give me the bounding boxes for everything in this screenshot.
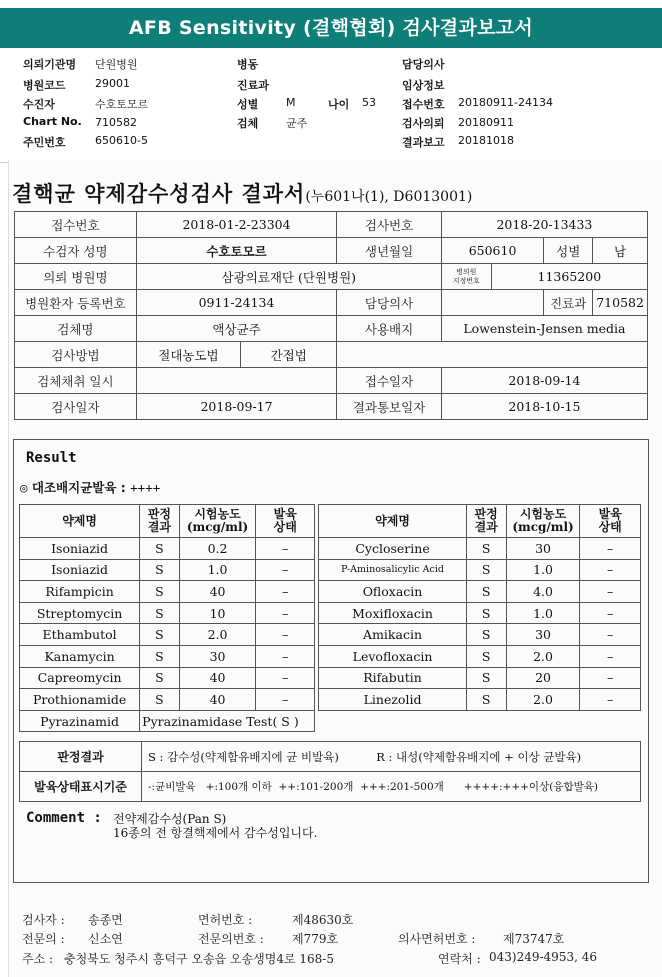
col-drug: 약제명 xyxy=(319,505,466,538)
left-drug: Ethambutol xyxy=(20,624,140,646)
result-heading: Result xyxy=(26,450,77,466)
pza-drug: Pyrazinamid xyxy=(20,710,140,732)
info-label: 검사번호 xyxy=(337,212,442,238)
drug-result-body xyxy=(20,538,641,732)
right-result: S xyxy=(466,602,506,624)
header-line: 상태 xyxy=(273,520,297,534)
left-conc: 30 xyxy=(179,645,256,667)
control-value: ++++ xyxy=(130,480,161,495)
right-conc: 2.0 xyxy=(506,689,580,711)
report-title-banner: AFB Sensitivity (결핵협회) 검사결과보고서 xyxy=(0,8,662,48)
left-drug: Prothionamide xyxy=(20,689,140,711)
right-growth: – xyxy=(580,602,641,624)
info-label: 결과통보일자 xyxy=(337,394,442,420)
left-drug: Rifampicin xyxy=(20,581,140,603)
bullseye-icon: ◎ xyxy=(20,480,28,495)
table-row xyxy=(20,689,641,711)
hosp-code-label-2: 지정번호 xyxy=(452,276,480,285)
footer-label: 전문의 : xyxy=(22,932,65,946)
pyrazinamide-row xyxy=(20,710,641,732)
right-conc: 30 xyxy=(506,624,580,646)
right-result: S xyxy=(466,645,506,667)
right-growth: – xyxy=(580,559,641,581)
right-drug: Rifabutin xyxy=(319,667,466,689)
doctor xyxy=(441,290,543,316)
test-date: 2018-09-17 xyxy=(136,394,337,420)
info-label: 생년월일 xyxy=(337,238,442,264)
right-conc: 2.0 xyxy=(506,645,580,667)
comment-label: Comment : xyxy=(26,810,102,826)
field-value: 20180911 xyxy=(458,116,514,129)
doc-title xyxy=(12,178,472,208)
footer-label: 검사자 : xyxy=(22,913,65,927)
field-label: 의뢰기관명 xyxy=(23,58,77,71)
receipt-date: 2018-09-14 xyxy=(441,368,647,394)
method-1: 절대농도법 xyxy=(136,342,240,368)
field-label: 성별 xyxy=(237,98,259,111)
legend-growth: -:균비발육 +:100개 이하 ++:101-200개 +++:201-500개 ++++:+++이상(융합발육) xyxy=(142,772,641,802)
info-label: 검체명 xyxy=(15,316,137,342)
header-line: 결과 xyxy=(147,520,171,534)
col-judge xyxy=(466,505,506,538)
left-conc: 0.2 xyxy=(179,538,256,560)
header-line: 발육 xyxy=(598,507,622,521)
info-label: 의뢰 병원명 xyxy=(15,264,137,290)
field-label: 검사의뢰 xyxy=(402,117,445,130)
header-line: 시험농도 xyxy=(519,507,567,521)
field-value: 20180911-24134 xyxy=(458,96,553,109)
right-result: S xyxy=(466,667,506,689)
field-value: 수호토모르 xyxy=(95,98,149,111)
right-result: S xyxy=(466,581,506,603)
footer-label: 의사면허번호 : xyxy=(398,932,476,946)
info-label: 접수번호 xyxy=(15,212,137,238)
header-line: (mcg/ml) xyxy=(186,520,249,534)
left-conc: 2.0 xyxy=(179,624,256,646)
left-result: S xyxy=(140,667,179,689)
report-header xyxy=(0,52,662,156)
table-row xyxy=(20,645,641,667)
footer-label: 주소 : xyxy=(22,952,54,966)
legend-r: R : 내성(약제함유배지에 + 이상 균발육) xyxy=(376,749,582,764)
left-result: S xyxy=(140,624,179,646)
right-drug: Levofloxacin xyxy=(319,645,466,667)
left-growth: – xyxy=(256,689,315,711)
right-result: S xyxy=(466,624,506,646)
doctor-license: 제73747호 xyxy=(503,932,565,946)
field-label: 임상정보 xyxy=(402,79,445,92)
hosp-code-label-1: 병의원 xyxy=(456,267,477,276)
field-label: 진료과 xyxy=(237,79,269,92)
field-value: 29001 xyxy=(95,77,130,90)
table-row xyxy=(20,624,641,646)
left-drug: Capreomycin xyxy=(20,667,140,689)
right-growth: – xyxy=(580,667,641,689)
info-label xyxy=(441,264,491,290)
col-drug: 약제명 xyxy=(20,505,140,538)
right-growth: – xyxy=(580,581,641,603)
table-row xyxy=(20,538,641,560)
comment-line: 전약제감수성(Pan S) xyxy=(113,812,227,826)
right-result: S xyxy=(466,559,506,581)
left-growth: – xyxy=(256,624,315,646)
left-result: S xyxy=(140,538,179,560)
field-label: 수진자 xyxy=(23,98,55,111)
right-result: S xyxy=(466,538,506,560)
control-label: 대조배지균발육 : xyxy=(31,480,126,495)
header-line: 결과 xyxy=(474,520,498,534)
right-growth: – xyxy=(580,645,641,667)
patient-name: 수호토모르 xyxy=(136,238,337,264)
specialist-name: 신소연 xyxy=(88,932,123,946)
col-conc xyxy=(506,505,580,538)
tester-license: 제48630호 xyxy=(292,913,354,927)
right-result: S xyxy=(466,689,506,711)
left-conc: 10 xyxy=(179,602,256,624)
right-growth: – xyxy=(580,624,641,646)
table-header-row xyxy=(20,505,641,538)
hospital-code: 11365200 xyxy=(491,264,647,290)
info-label: 사용배지 xyxy=(337,316,442,342)
left-result: S xyxy=(140,602,179,624)
method-2: 간접법 xyxy=(241,342,337,368)
drug-result-table xyxy=(19,504,641,732)
dob: 650610 xyxy=(441,238,543,264)
left-drug: Kanamycin xyxy=(20,645,140,667)
field-value: 710582 xyxy=(95,116,137,129)
header-line: 판정 xyxy=(474,507,498,521)
info-label: 병원환자 등록번호 xyxy=(15,290,137,316)
header-line: (mcg/ml) xyxy=(512,520,574,534)
registration-no: 0911-24134 xyxy=(136,290,337,316)
legend-judge xyxy=(142,742,641,772)
col-conc xyxy=(179,505,256,538)
left-growth: – xyxy=(256,581,315,603)
left-growth: – xyxy=(256,602,315,624)
info-label: 접수일자 xyxy=(337,368,442,394)
table-row xyxy=(20,581,641,603)
field-value: 단원병원 xyxy=(95,58,138,71)
receipt-no: 2018-01-2-23304 xyxy=(136,212,337,238)
collect-date xyxy=(136,368,337,394)
patient-info-table xyxy=(14,211,648,420)
doc-title-text: 결핵균 약제감수성검사 결과서 xyxy=(12,181,306,206)
footer-label: 전문의번호 : xyxy=(198,932,264,946)
right-conc: 30 xyxy=(506,538,580,560)
right-drug: Moxifloxacin xyxy=(319,602,466,624)
right-conc: 1.0 xyxy=(506,559,580,581)
left-drug: Isoniazid xyxy=(20,559,140,581)
field-value: M xyxy=(286,96,296,109)
field-label: 병동 xyxy=(237,58,259,71)
contact: 043)249-4953, 46 xyxy=(489,950,597,964)
right-conc: 4.0 xyxy=(506,581,580,603)
left-conc: 40 xyxy=(179,689,256,711)
department: 710582 xyxy=(593,290,648,316)
info-label: 진료과 xyxy=(544,290,593,316)
right-drug: Linezolid xyxy=(319,689,466,711)
left-result: S xyxy=(140,581,179,603)
col-judge xyxy=(140,505,179,538)
header-line: 상태 xyxy=(598,520,622,534)
right-drug: Ofloxacin xyxy=(319,581,466,603)
right-growth: – xyxy=(580,689,641,711)
info-label: 검사방법 xyxy=(15,342,137,368)
col-growth xyxy=(256,505,315,538)
table-row xyxy=(20,667,641,689)
table-row xyxy=(20,602,641,624)
left-drug: Isoniazid xyxy=(20,538,140,560)
table-row xyxy=(20,559,641,581)
legend-s: S : 감수성(약제함유배지에 균 비발육) xyxy=(148,749,339,764)
empty-cell xyxy=(337,342,648,368)
control-growth xyxy=(20,478,160,496)
field-value: 650610-5 xyxy=(95,134,148,147)
field-value: 53 xyxy=(362,96,376,109)
right-conc: 20 xyxy=(506,667,580,689)
header-line: 시험농도 xyxy=(194,507,241,521)
info-label: 검사일자 xyxy=(15,394,137,420)
right-drug: P-Aminosalicylic Acid xyxy=(319,559,466,581)
info-label: 수검자 성명 xyxy=(15,238,137,264)
notify-date: 2018-10-15 xyxy=(441,394,647,420)
field-label: Chart No. xyxy=(23,115,82,128)
info-label: 성별 xyxy=(544,238,593,264)
col-growth xyxy=(580,505,641,538)
left-drug: Streptomycin xyxy=(20,602,140,624)
hospital-name: 삼광의료재단 (단원병원) xyxy=(136,264,441,290)
comment-line: 16종의 전 항결핵제에서 감수성입니다. xyxy=(113,826,318,840)
medium: Lowenstein-Jensen media xyxy=(441,316,647,342)
info-label: 검체채취 일시 xyxy=(15,368,137,394)
left-conc: 40 xyxy=(179,581,256,603)
left-result: S xyxy=(140,559,179,581)
doc-subtitle: (누601나(1), D6013001) xyxy=(305,189,473,205)
header-line: 발육 xyxy=(273,507,297,521)
left-result: S xyxy=(140,689,179,711)
field-label: 나이 xyxy=(328,98,350,111)
field-value: 20181018 xyxy=(458,134,514,147)
left-conc: 1.0 xyxy=(179,559,256,581)
field-label: 담당의사 xyxy=(402,58,445,71)
pza-test: Pyrazinamidase Test( S ) xyxy=(140,710,315,732)
specimen: 액상균주 xyxy=(136,316,337,342)
right-drug: Amikacin xyxy=(319,624,466,646)
left-growth: – xyxy=(256,538,315,560)
specialist-no: 제779호 xyxy=(292,932,339,946)
field-label: 접수번호 xyxy=(402,98,445,111)
field-label: 검체 xyxy=(237,117,259,130)
left-growth: – xyxy=(256,667,315,689)
footer-label: 연락처 : xyxy=(438,952,481,966)
field-label: 병원코드 xyxy=(23,79,66,92)
left-growth: – xyxy=(256,645,315,667)
address: 충청북도 청주시 흥덕구 오송읍 오송생명4로 168-5 xyxy=(64,952,334,966)
tester-name: 송종면 xyxy=(88,913,123,927)
legend-label: 발육상태표시기준 xyxy=(20,772,142,802)
field-value: 균주 xyxy=(286,117,308,130)
left-conc: 40 xyxy=(179,667,256,689)
right-drug: Cycloserine xyxy=(319,538,466,560)
left-growth: – xyxy=(256,559,315,581)
info-label: 담당의사 xyxy=(337,290,442,316)
footer-label: 면허번호 : xyxy=(198,913,253,927)
right-conc: 1.0 xyxy=(506,602,580,624)
legend-label: 판정결과 xyxy=(20,742,142,772)
field-label: 결과보고 xyxy=(402,136,445,149)
left-result: S xyxy=(140,645,179,667)
empty-area xyxy=(315,710,641,732)
right-growth: – xyxy=(580,538,641,560)
field-label: 주민번호 xyxy=(23,136,66,149)
legend-table xyxy=(19,741,641,802)
test-no: 2018-20-13433 xyxy=(441,212,647,238)
header-line: 판정 xyxy=(147,507,171,521)
sex: 남 xyxy=(593,238,648,264)
